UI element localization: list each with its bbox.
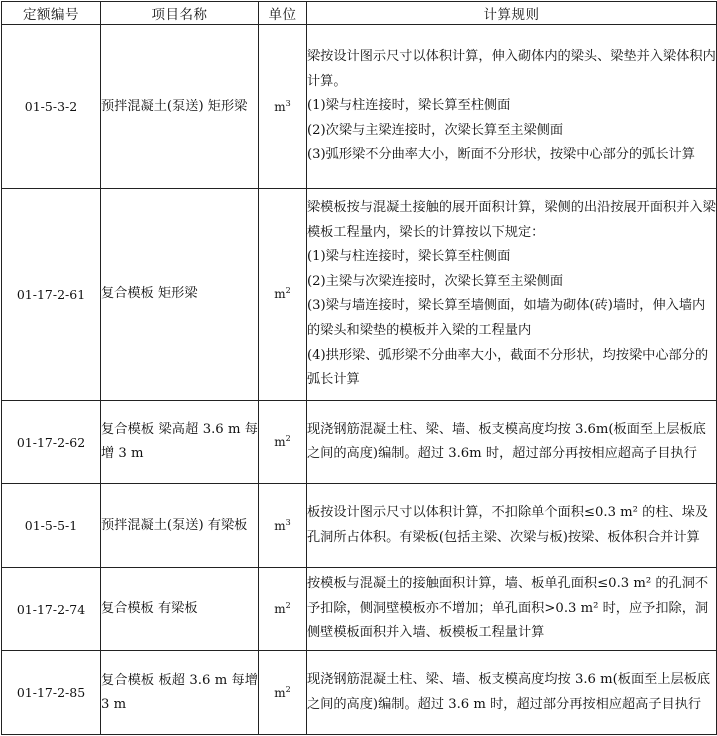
rule-line: 梁模板按与混凝土接触的展开面积计算，梁侧的出沿按展开面积并入梁模板工程量内，梁长的计算按以下规定： xyxy=(307,200,716,240)
table-row xyxy=(2,189,717,401)
header-unit: 单位 xyxy=(259,2,307,25)
unit xyxy=(259,25,307,189)
rule-line: 梁按设计图示尺寸以体积计算，伸入砌体内的梁头、梁垫并入梁体积内计算。 xyxy=(307,49,716,89)
rule-line: 现浇钢筋混凝土柱、梁、墙、板支模高度均按 3.6 m(板面至上层板底之间的高度)编制。超过 3.6 m 时，超过部分再按相应超高子目执行 xyxy=(307,672,711,712)
unit xyxy=(259,189,307,401)
rule-line: (1)梁与柱连接时，梁长算至柱侧面 xyxy=(307,98,511,114)
item-name: 复合模板 有梁板 xyxy=(101,567,259,651)
rule-line: 按模板与混凝土的接触面积计算，墙、板单孔面积≤0.3 m² 的孔洞不予扣除，侧洞壁模板亦不增加；单孔面积>0.3 m² 时，应予扣除，洞侧壁模板面积并入墙、板模板工程量计算 xyxy=(307,576,709,641)
quota-code: 01-17-2-85 xyxy=(2,651,101,735)
quota-table xyxy=(1,1,717,735)
unit-base: m xyxy=(274,518,286,533)
unit-exponent: 2 xyxy=(285,684,291,694)
calc-rule xyxy=(307,484,717,568)
unit-base: m xyxy=(274,685,286,700)
header-code: 定额编号 xyxy=(2,2,101,25)
unit-exponent: 3 xyxy=(285,517,291,527)
rule-line: (3)弧形梁不分曲率大小，断面不分形状，按梁中心部分的弧长计算 xyxy=(307,147,695,163)
rule-line: (2)次梁与主梁连接时，次梁长算至主梁侧面 xyxy=(307,122,564,138)
quota-code: 01-17-2-62 xyxy=(2,400,101,484)
quota-code: 01-17-2-61 xyxy=(2,189,101,401)
quota-code: 01-5-5-1 xyxy=(2,484,101,568)
unit xyxy=(259,484,307,568)
calc-rule xyxy=(307,25,717,189)
unit-base: m xyxy=(274,99,286,114)
item-name: 预拌混凝土(泵送) 有梁板 xyxy=(101,484,259,568)
unit-exponent: 2 xyxy=(285,286,291,296)
rule-line: (4)拱形梁、弧形梁不分曲率大小，截面不分形状，均按梁中心部分的弧长计算 xyxy=(307,347,709,388)
unit xyxy=(259,651,307,735)
table-row xyxy=(2,567,717,651)
rule-line: (3)梁与墙连接时，梁长算至墙侧面，如墙为砌体(砖)墙时，伸入墙内的梁头和梁垫的模板并入梁的工程量内 xyxy=(307,298,706,339)
calc-rule xyxy=(307,651,717,735)
unit-base: m xyxy=(274,287,286,302)
table-row xyxy=(2,25,717,189)
unit-exponent: 3 xyxy=(285,98,291,108)
item-name: 复合模板 板超 3.6 m 每增 3 m xyxy=(101,651,259,735)
calc-rule xyxy=(307,400,717,484)
unit-base: m xyxy=(274,435,286,450)
rule-line: (1)梁与柱连接时，梁长算至柱侧面 xyxy=(307,249,511,265)
quota-code: 01-17-2-74 xyxy=(2,567,101,651)
item-name: 预拌混凝土(泵送) 矩形梁 xyxy=(101,25,259,189)
table-row xyxy=(2,484,717,568)
calc-rule xyxy=(307,189,717,401)
table-row xyxy=(2,400,717,484)
unit-base: m xyxy=(274,602,286,617)
unit-exponent: 2 xyxy=(285,434,291,444)
rule-line: 现浇钢筋混凝土柱、梁、墙、板支模高度均按 3.6m(板面至上层板底之间的高度)编制。超过 3.6m 时，超过部分再按相应超高子目执行 xyxy=(307,421,706,462)
unit xyxy=(259,400,307,484)
table-row xyxy=(2,651,717,735)
header-name: 项目名称 xyxy=(101,2,259,25)
rule-line: (2)主梁与次梁连接时，次梁长算至主梁侧面 xyxy=(307,273,564,289)
header-rule: 计算规则 xyxy=(307,2,717,25)
rule-line: 板按设计图示尺寸以体积计算，不扣除单个面积≤0.3 m² 的柱、垛及孔洞所占体积。有梁板(包括主梁、次梁与板)按梁、板体积合并计算 xyxy=(307,505,709,545)
unit-exponent: 2 xyxy=(285,601,291,611)
item-name: 复合模板 矩形梁 xyxy=(101,189,259,401)
item-name: 复合模板 梁高超 3.6 m 每增 3 m xyxy=(101,400,259,484)
unit xyxy=(259,567,307,651)
header-row xyxy=(2,2,717,25)
calc-rule xyxy=(307,567,717,651)
quota-code: 01-5-3-2 xyxy=(2,25,101,189)
